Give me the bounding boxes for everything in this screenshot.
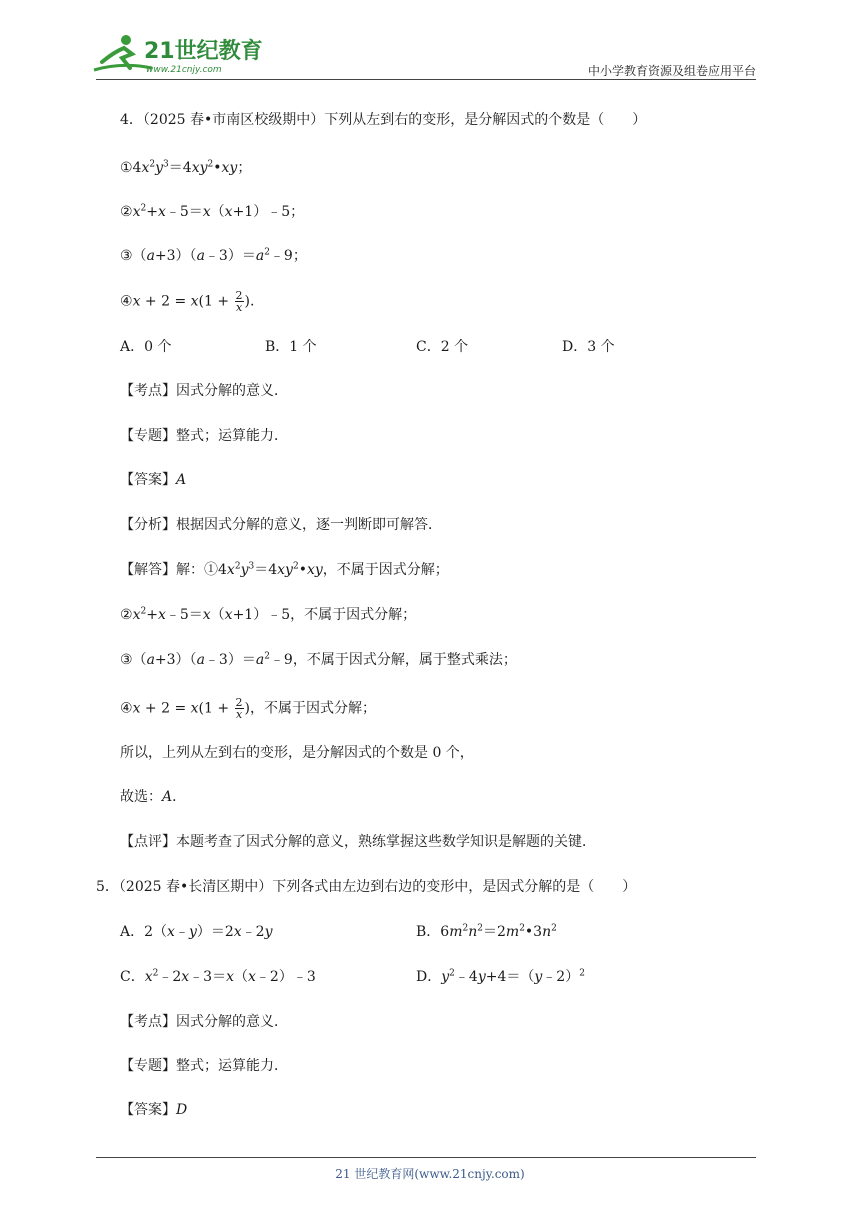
q5-kaodian: 【考点】因式分解的意义． bbox=[120, 1014, 288, 1030]
logo-url: www.21cnjy.com bbox=[146, 65, 222, 75]
q4-guxuan: 故选：A． bbox=[120, 789, 187, 805]
q4-answer: 【答案】A bbox=[120, 472, 187, 488]
q5-zhuanti: 【专题】整式；运算能力． bbox=[120, 1058, 288, 1074]
q4-item-4: ④x + 2 = x(1 + $\frac{2}{x}$ ). bbox=[120, 289, 255, 314]
q4-item-2: $②x^2+x﹣5=x(x+1)﹣5$； bbox=[120, 203, 305, 220]
footer-divider bbox=[96, 1157, 756, 1158]
q5-stem: 5．（2025 春•长清区期中）下列各式由左边到右边的变形中，是因式分解的是（ ） bbox=[96, 879, 637, 895]
footer-text: 21 世纪教育网(www.21cnjy.com) bbox=[335, 1167, 525, 1181]
q4-jieda-2: $②x^2+x﹣5=x(x+1)﹣5$，不属于因式分解； bbox=[120, 606, 417, 623]
q4-jieda-3: $③(a+3)(a﹣3)=a^2﹣9$，不属于因式分解，属于整式乘法； bbox=[120, 651, 517, 668]
site-logo bbox=[92, 32, 272, 78]
q4-conclusion: 所以，上列从左到右的变形，是分解因式的个数是 0 个， bbox=[120, 745, 474, 761]
q4-stem: 4．（2025 春•市南区校级期中）下列从左到右的变形，是分解因式的个数是（ ） bbox=[120, 112, 647, 128]
q4-item-1: $①4x^2y^3=4xy^2•xy$； bbox=[120, 159, 252, 176]
page-header bbox=[0, 0, 860, 80]
q5-answer: 【答案】D bbox=[120, 1102, 188, 1118]
q5-option-a: A．2（x﹣y）＝2x﹣2y bbox=[120, 924, 273, 940]
header-divider bbox=[96, 79, 756, 80]
q5-option-d: D．$y^2﹣4y+4=(y﹣2)^2$ bbox=[416, 968, 585, 985]
q4-zhuanti: 【专题】整式；运算能力． bbox=[120, 428, 288, 444]
logo-text: 21世纪教育 bbox=[144, 39, 263, 64]
q4-option-a: A．0 个 bbox=[120, 339, 172, 355]
q4-jieda-4: ④x + 2 = x(1 + $\frac{2}{x}$ )，不属于因式分解； bbox=[120, 696, 377, 721]
q4-fenxi: 【分析】根据因式分解的意义，逐一判断即可解答． bbox=[120, 517, 442, 533]
q4-kaodian: 【考点】因式分解的意义． bbox=[120, 383, 288, 399]
platform-name: 中小学教育资源及组卷应用平台 bbox=[587, 64, 756, 78]
q5-option-c: C．$x^2﹣2x﹣3=x(x﹣2)﹣3$ bbox=[120, 968, 316, 985]
q4-option-d: D．3 个 bbox=[562, 339, 615, 355]
q4-jieda-1: 【解答】解：$①4x^2y^3=4xy^2•xy$，不属于因式分解； bbox=[120, 561, 449, 578]
q4-dianping: 【点评】本题考查了因式分解的意义，熟练掌握这些数学知识是解题的关键． bbox=[120, 834, 596, 850]
q4-option-c: C．2 个 bbox=[416, 339, 469, 355]
q4-item-3: $③(a+3)(a﹣3)=a^2﹣9$； bbox=[120, 247, 307, 264]
q4-option-b: B．1 个 bbox=[265, 339, 317, 355]
q5-option-b: B．$6m^2n^2=2m^2•3n^2$ bbox=[416, 923, 557, 940]
